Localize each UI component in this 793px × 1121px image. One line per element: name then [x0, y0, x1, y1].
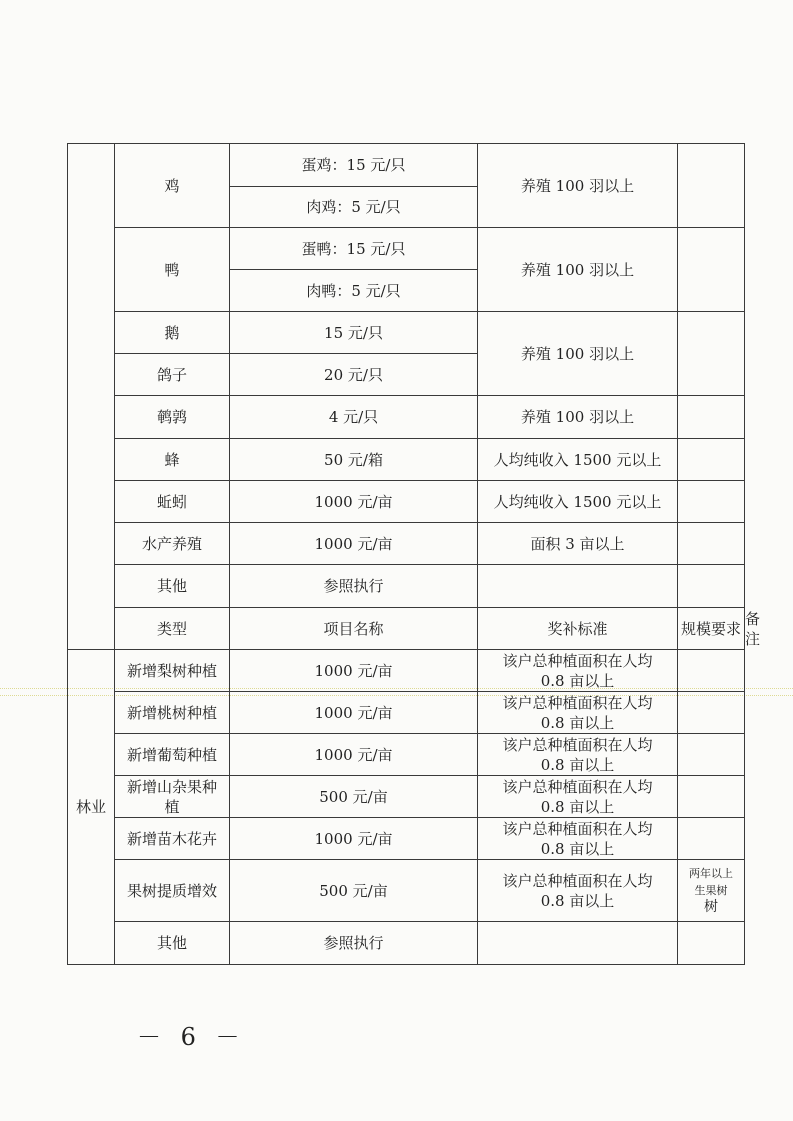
header-type: 类型: [115, 608, 230, 650]
remark-duck: [678, 228, 745, 312]
remark-bee: [678, 439, 745, 481]
standard-nursery-flowers: 1000 元/亩: [230, 818, 478, 860]
standard-fruit-quality: 500 元/亩: [230, 860, 478, 922]
remark-pear: [678, 650, 745, 692]
requirement-forestry-other: [478, 922, 678, 965]
item-name-fruit-quality: 果树提质增效: [115, 860, 230, 922]
requirement-nursery-flowers: 该户总种植面积在人均 0.8 亩以上: [478, 818, 678, 860]
requirement-livestock-other: [478, 565, 678, 608]
requirement-pear: 该户总种植面积在人均 0.8 亩以上: [478, 650, 678, 692]
item-name-peach: 新增桃树种植: [115, 692, 230, 734]
requirement-grape: 该户总种植面积在人均 0.8 亩以上: [478, 734, 678, 776]
item-name-duck: 鸭: [115, 228, 230, 312]
item-name-pear: 新增梨树种植: [115, 650, 230, 692]
standard-broiler-chicken: 肉鸡：5 元/只: [230, 187, 478, 228]
remark-mixed-fruit: [678, 776, 745, 818]
standard-bee: 50 元/箱: [230, 439, 478, 481]
standard-quail: 4 元/只: [230, 396, 478, 439]
item-name-chicken: 鸡: [115, 144, 230, 228]
item-name-nursery-flowers: 新增苗木花卉: [115, 818, 230, 860]
item-name-aquaculture: 水产养殖: [115, 523, 230, 565]
standard-layer-duck: 蛋鸭：15 元/只: [230, 228, 478, 270]
remark-grape: [678, 734, 745, 776]
header-standard: 奖补标准: [478, 608, 678, 650]
item-name-livestock-other: 其他: [115, 565, 230, 608]
requirement-bee: 人均纯收入 1500 元以上: [478, 439, 678, 481]
remark-aquaculture: [678, 523, 745, 565]
standard-aquaculture: 1000 元/亩: [230, 523, 478, 565]
item-name-forestry-other: 其他: [115, 922, 230, 965]
header-requirement: 规模要求: [678, 608, 745, 650]
requirement-mixed-fruit: 该户总种植面积在人均 0.8 亩以上: [478, 776, 678, 818]
standard-pigeon: 20 元/只: [230, 354, 478, 396]
item-name-earthworm: 蚯蚓: [115, 481, 230, 523]
standard-grape: 1000 元/亩: [230, 734, 478, 776]
requirement-peach: 该户总种植面积在人均 0.8 亩以上: [478, 692, 678, 734]
requirement-quail: 养殖 100 羽以上: [478, 396, 678, 439]
item-name-grape: 新增葡萄种植: [115, 734, 230, 776]
requirement-chicken: 养殖 100 羽以上: [478, 144, 678, 228]
page-number: － 6 －: [137, 1023, 246, 1051]
item-name-pigeon: 鸽子: [115, 354, 230, 396]
item-name-goose: 鹅: [115, 312, 230, 354]
type-forestry: 林业: [68, 650, 115, 965]
subsidy-table: 鸡 蛋鸡：15 元/只 养殖 100 羽以上 肉鸡：5 元/只 鸭 蛋鸭：15 元/只 养殖 100 羽以上 肉鸭：5 元/只 鹅 15 元/只 养殖 100 羽以上 鸽子 20 元/只 鹌鹑 4 元/只 养殖 100 羽以上 蜂 50 元/箱 人均纯收入 1500 元以上 蚯蚓 1000 元/亩 人均纯收入 1500 元以上 水产养殖 1000 元/亩 面积 3 亩以上 其他 参照执行 类型 项目名称 奖补标准 规模要求 备注 林业 新增梨树种植 1000 元/亩 该户总种植面积在人均 0.8 亩以上 新增桃树种植 1000 元/亩 该户总种植面积在人均 0.8 亩以上 新增葡萄种植 1000 元/亩 该户总种植面积在人均 0.8 亩以上 新增山杂果种 植 500 元/亩 该户总种植面积在人均 0.8 亩以上 新增苗木花卉 1000 元/亩 该户总种植面积在人均 0.8 亩以上 果树提质增效 500 元/亩 该户总种植面积在人均 0.8 亩以上 两年以上 生果树 树 其他 参照执行: [67, 143, 745, 965]
standard-earthworm: 1000 元/亩: [230, 481, 478, 523]
item-name-bee: 蜂: [115, 439, 230, 481]
requirement-aquaculture: 面积 3 亩以上: [478, 523, 678, 565]
requirement-goose-pigeon: 养殖 100 羽以上: [478, 312, 678, 396]
remark-earthworm: [678, 481, 745, 523]
type-cell-continued: [68, 144, 115, 650]
remark-livestock-other: [678, 565, 745, 608]
requirement-duck: 养殖 100 羽以上: [478, 228, 678, 312]
standard-pear: 1000 元/亩: [230, 650, 478, 692]
standard-peach: 1000 元/亩: [230, 692, 478, 734]
header-project-name: 项目名称: [230, 608, 478, 650]
item-name-mixed-fruit: 新增山杂果种 植: [115, 776, 230, 818]
requirement-earthworm: 人均纯收入 1500 元以上: [478, 481, 678, 523]
requirement-fruit-quality: 该户总种植面积在人均 0.8 亩以上: [478, 860, 678, 922]
standard-layer-chicken: 蛋鸡：15 元/只: [230, 144, 478, 187]
item-name-quail: 鹌鹑: [115, 396, 230, 439]
remark-peach: [678, 692, 745, 734]
standard-mixed-fruit: 500 元/亩: [230, 776, 478, 818]
remark-quail: [678, 396, 745, 439]
remark-forestry-other: [678, 922, 745, 965]
standard-goose: 15 元/只: [230, 312, 478, 354]
standard-livestock-other: 参照执行: [230, 565, 478, 608]
remark-fruit-quality: 两年以上 生果树 树: [678, 860, 745, 922]
remark-chicken: [678, 144, 745, 228]
remark-nursery-flowers: [678, 818, 745, 860]
standard-forestry-other: 参照执行: [230, 922, 478, 965]
standard-broiler-duck: 肉鸭：5 元/只: [230, 270, 478, 312]
remark-goose-pigeon: [678, 312, 745, 396]
